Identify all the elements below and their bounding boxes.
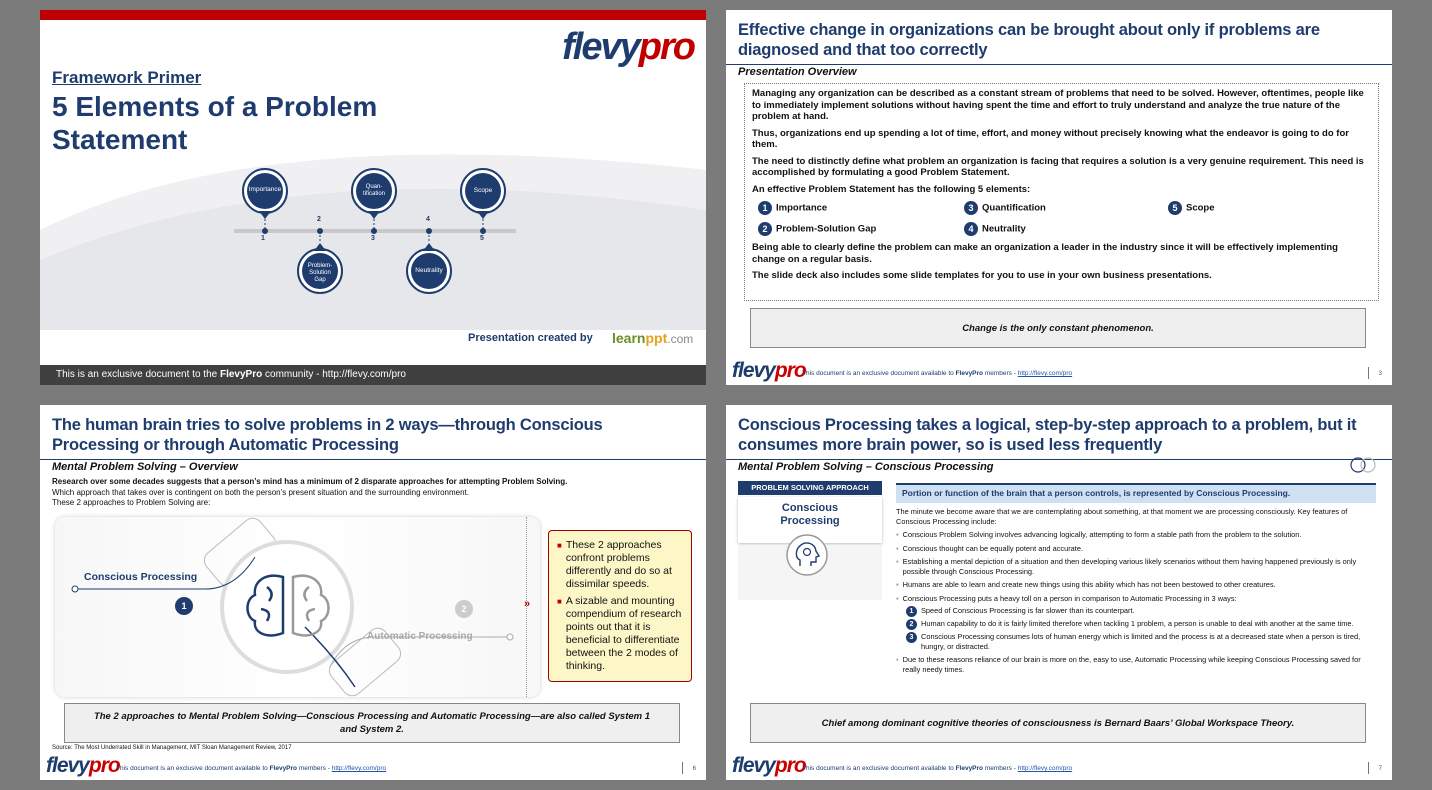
slide-subtitle: Mental Problem Solving – Conscious Processing — [738, 461, 994, 473]
slide-title — [40, 10, 706, 385]
bullet: ▪ Conscious Processing puts a heavy toll on a person in comparison to Automatic Processing in 3 ways: — [896, 593, 1237, 603]
footer-text: This document is an exclusive document available to FlevyPro members - http://flevy.com/pro — [802, 370, 1073, 377]
timeline-number: 3 — [371, 235, 375, 242]
callout-bullet: ■ These 2 approaches confront problems differently and do so at dissimilar speeds. — [557, 539, 672, 590]
overview-paragraph: Being able to clearly define the problem can make an organization a leader in the industry since it will be effectively implementing change on a regular basis. — [752, 242, 1338, 265]
slide-subtitle: Presentation Overview — [738, 66, 857, 78]
flevypro-logo: flevypro — [562, 26, 694, 68]
overview-paragraph: The need to distinctly define what problem an organization is facing that requires a solution is a very genuine requirement. This need is accomplished by formulating a good Problem Statement. — [752, 155, 1364, 178]
title-rule — [726, 64, 1392, 65]
timeline-label: Quan- tification — [362, 184, 385, 197]
sub-item: 1 Speed of Conscious Processing is far slower than its counterpart. — [906, 606, 1376, 617]
overview-text — [752, 88, 1367, 282]
head-gear-icon — [784, 532, 830, 578]
bullet: ▪ Establishing a mental depiction of a situation and then developing various likely scenarios without them having happened previously is only possible through Conscious Processing. — [896, 557, 1357, 576]
approach-card-title: Conscious Processing — [738, 497, 882, 543]
callout-bullet: ■ A sizable and mounting compendium of research points out that it is beneficial to differentiate between the 2 modes of thinking. — [557, 595, 682, 672]
brain-icon — [1348, 455, 1378, 475]
callout-box: Chief among dominant cognitive theories of consciousness is Bernard Baars’ Global Workspace Theory. — [750, 703, 1366, 743]
timeline-pin-3 — [352, 169, 396, 234]
chevron-right-icon: » — [524, 598, 531, 610]
source-text: Source: The Most Underrated Skill in Management, MIT Sloan Management Review, 2017 — [52, 745, 292, 751]
timeline-label: Neutrality — [415, 267, 443, 274]
page-number: 3 — [1368, 367, 1382, 379]
top-red-bar — [40, 10, 706, 20]
element-item: 1 Importance — [758, 201, 827, 215]
bullet: ▪ Due to these reasons reliance of our brain is more on the, easy to use, Automatic Processing while keeping Conscious Processing saved for really needy times. — [896, 655, 1361, 674]
number-1: 1 — [181, 601, 187, 611]
timeline-label: Importance — [248, 186, 282, 193]
slide-title-text: The human brain tries to solve problems in 2 ways—through Conscious Processing or through Automatic Processing — [52, 416, 603, 454]
overview-paragraph: An effective Problem Statement has the following 5 elements: — [752, 183, 1031, 195]
approach-tag: PROBLEM SOLVING APPROACH — [738, 481, 882, 495]
footer-link[interactable]: http://flevy.com/pro — [1017, 765, 1073, 772]
timeline-number: 1 — [261, 235, 265, 242]
element-item: 3 Quantification — [964, 201, 1046, 215]
page-number: 7 — [1368, 762, 1382, 774]
overview-paragraph: Managing any organization can be described as a constant stream of problems that need to be solved. However, oftentimes, people like to immediately implement solutions without having spent the time and effort to truly understand and analyze the true nature of the problem at hand. — [752, 88, 1364, 122]
flevypro-footer-logo: flevypro — [732, 359, 806, 382]
slide-title-text: Effective change in organizations can be brought about only if problems are diagnosed and that too correctly — [738, 21, 1320, 59]
timeline-label: Scope — [473, 187, 493, 194]
timeline-number: 5 — [480, 235, 484, 242]
flevypro-footer-logo: flevypro — [732, 754, 806, 777]
slide-mental-overview — [40, 405, 706, 780]
sub-item: 3 Conscious Processing consumes lots of human energy which is limited and the process is at a decreased state when a person is tired, hungry, or distracted. — [906, 632, 1376, 651]
number-2: 2 — [461, 604, 467, 614]
title-rule — [726, 459, 1392, 460]
footer-text: This document is an exclusive document available to FlevyPro members - http://flevy.com/pro — [116, 765, 387, 772]
conscious-header: Portion or function of the brain that a person controls, is represented by Conscious Processing. — [896, 483, 1376, 503]
timeline-number: 4 — [426, 216, 430, 223]
element-item: 5 Scope — [1168, 201, 1215, 215]
element-item: 2 Problem-Solution Gap — [758, 222, 876, 236]
automatic-label: Automatic Processing — [367, 631, 473, 642]
timeline-pin-5 — [461, 169, 505, 234]
sub-item: 2 Human capability to do it is fairly limited therefore when tackling 1 problem, a person is unable to deal with another at the same time. — [906, 619, 1376, 630]
created-by-label: Presentation created by — [468, 332, 593, 344]
element-item: 4 Neutrality — [964, 222, 1026, 236]
conscious-label: Conscious Processing — [84, 571, 198, 583]
conscious-body: The minute we become aware that we are contemplating about something, at that moment we are processing consciously. Key features of Conscious Processing include: ▪ Conscious Problem Solving involves advancing logically, attempting to form a stable path from the problem to the solution. ▪ Conscious thought can be equally potent and accurate. ▪ Establishing a mental depiction of a situation and then developing various likely scenarios without them having happened previously is only possible through Conscious Processing. ▪ Humans are able to learn and create new things using this ability which has not been bestowed to other creatures. ▪ Conscious Processing puts a heavy toll on a person in comparison to Automatic Processing in 3 ways: 1 Speed of Conscious Processing is far slower than its counterpart. 2 Human capability to do it is fairly limited therefore when tackling 1 problem, a person is unable to deal with another at the same time. 3 Conscious Processing consumes lots of human energy which is limited and the process is at a decreased state when a person is tired, hungry, or distracted. ▪ Due to these reasons reliance of our brain is more on the, easy to use, Automatic Processing while keeping Conscious Processing saved for really needy times. — [896, 507, 1376, 674]
slide-title-text: 5 Elements of a Problem Statement — [52, 91, 378, 155]
footer-link[interactable]: http://flevy.com/pro — [1017, 370, 1073, 377]
bullet: ▪ Humans are able to learn and create new things using this ability which has not been bestowed to other creatures. — [896, 580, 1276, 589]
flevypro-footer-logo: flevypro — [46, 754, 120, 777]
bullet: ▪ Conscious thought can be equally potent and accurate. — [896, 543, 1083, 553]
slide-subtitle: Mental Problem Solving – Overview — [52, 461, 238, 473]
kicker: Framework Primer — [52, 68, 202, 87]
elements-list — [752, 200, 1367, 242]
timeline-number: 2 — [317, 216, 321, 223]
callout-box: The 2 approaches to Mental Problem Solving—Conscious Processing and Automatic Processing—are also called System 1 and System 2. — [64, 703, 680, 743]
callout-box: Change is the only constant phenomenon. — [750, 308, 1366, 348]
footer-text: This document is an exclusive document available to FlevyPro members - http://flevy.com/pro — [802, 765, 1073, 772]
overview-paragraph: The slide deck also includes some slide templates for you to use in your own business presentations. — [752, 270, 1212, 281]
slide-overview — [726, 10, 1392, 385]
intro-text: Research over some decades suggests that a person’s mind has a minimum of 2 disparate approaches for attempting Problem Solving. Which approach that takes over is contingent on both the person’s present situation and the surrounding environment. These 2 approaches to Problem Solving are: — [52, 477, 568, 507]
bullet: ▪ Conscious Problem Solving involves advancing logically, attempting to form a stable path from the problem to the solution. — [896, 530, 1302, 539]
yellow-callout — [548, 530, 692, 682]
title-rule — [40, 459, 706, 460]
learnppt-logo: learnppt.com — [612, 330, 694, 346]
timeline-label: Problem- Solution Gap — [307, 263, 333, 283]
page-number: 6 — [682, 762, 696, 774]
slide-conscious-processing — [726, 405, 1392, 780]
timeline-pin-1 — [243, 169, 287, 234]
footer-link[interactable]: http://flevy.com/pro — [331, 765, 387, 772]
community-bar: This is an exclusive document to the FlevyPro community - http://flevy.com/pro — [40, 365, 706, 385]
timeline-pin-4 — [407, 228, 451, 293]
slide-title-text: Conscious Processing takes a logical, step-by-step approach to a problem, but it consumes more brain power, so is used less frequently — [738, 416, 1357, 454]
overview-paragraph: Thus, organizations end up spending a lot of time, effort, and money without precisely knowing what the endeavor is going to do for them. — [752, 127, 1349, 150]
